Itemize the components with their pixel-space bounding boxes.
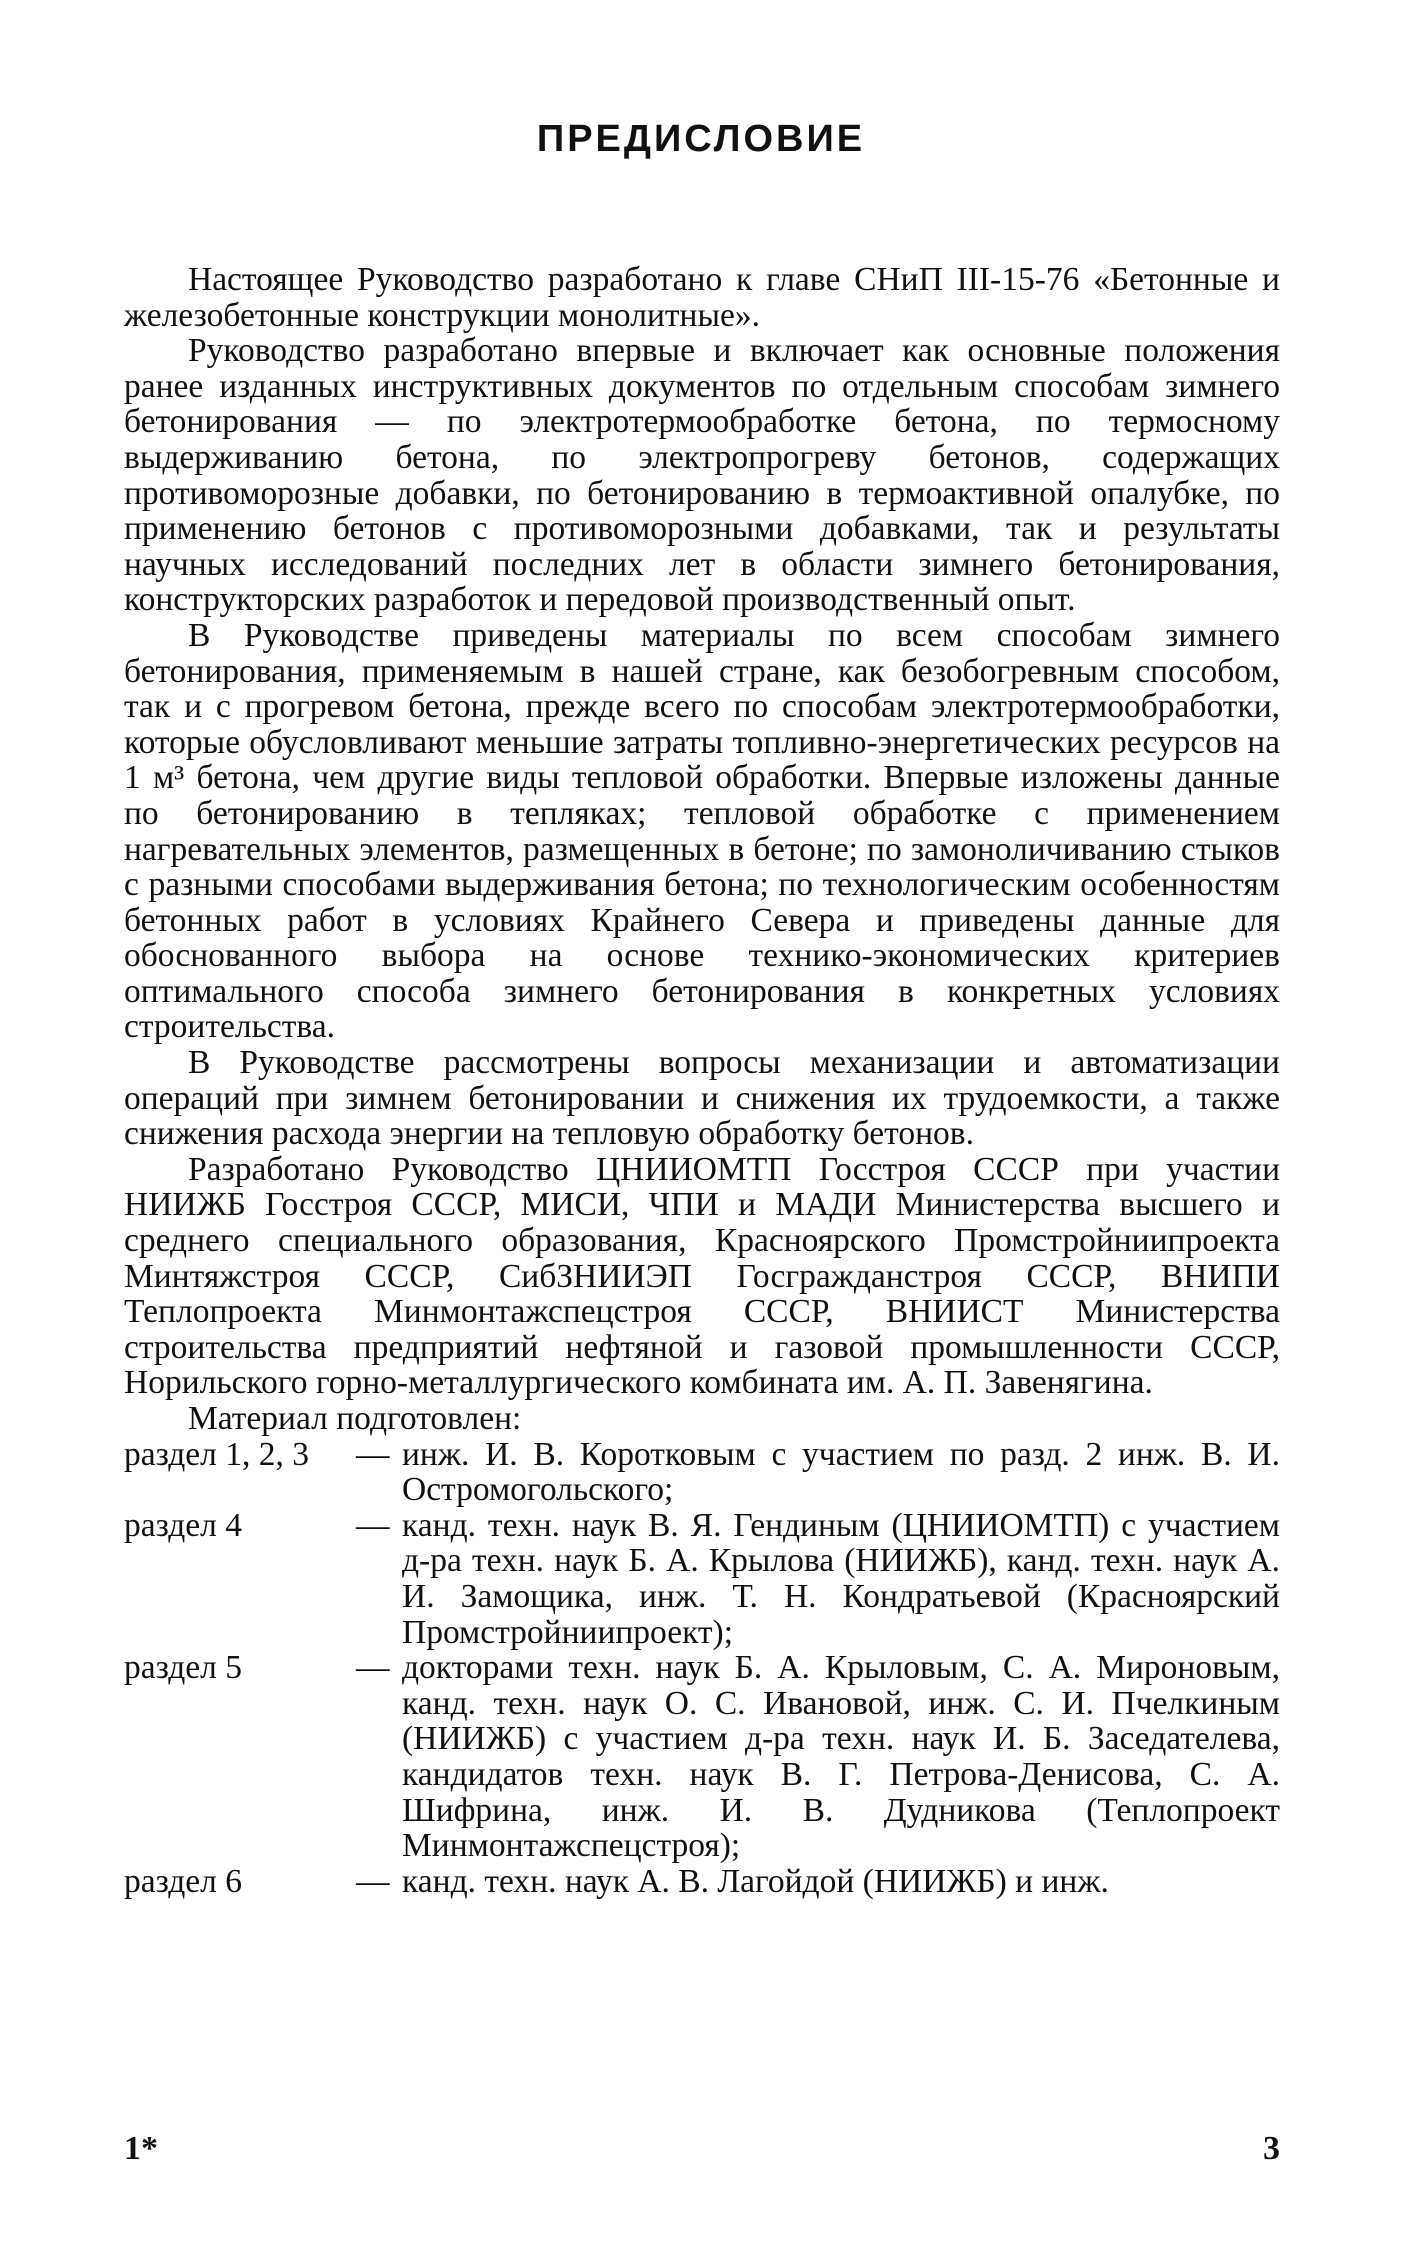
paragraph-intro: Настоящее Руководство разработано к главе СНиП III-15-76 «Бетонные и железобетонные конструкции монолитные». <box>124 261 1280 334</box>
section-label: раздел 6 <box>124 1862 243 1900</box>
section-authors: канд. техн. наук А. В. Лагойдой (НИИЖБ) и инж. <box>402 1862 1109 1900</box>
section-label: раздел 1, 2, 3 <box>124 1435 310 1473</box>
paragraph-contents: В Руководстве приведены материалы по всем способам зимнего бетонирования, применяемым в нашей стране, как безобогревным способом, так и с прогревом бетона, прежде всего по способам электротермообработки, которые обусловливают меньшие затраты топливно-энергетических ресурсов на 1 м³ бетона, чем другие виды тепловой обработки. Впервые изложены данные по бетонированию в тепляках; тепловой обработке с применением нагревательных элементов, размещенных в бетоне; по замоноличиванию стыков с разными способами выдерживания бетона; по технологическим особенностям бетонных работ в условиях Крайнего Севера и приведены данные для обоснованного выбора на основе технико-экономических критериев оптимального способа зимнего бетонирования в конкретных условиях строительства. <box>124 616 1280 1046</box>
sections-list <box>124 1437 1280 1900</box>
section-dash: — <box>356 1506 390 1544</box>
paragraph-scope: Руководство разработано впервые и включает как основные положения ранее изданных инструктивных документов по отдельным способам зимнего бетонирования — по электротермообработке бетона, по термосному выдерживанию бетона, по электропрогреву бетонов, содержащих противоморозные добавки, по бетонированию в термоактивной опалубке, по применению бетонов с противоморозными добавками, так и результаты научных исследований последних лет в области зимнего бетонирования, конструкторских разработок и передовой производственный опыт. <box>124 332 1280 619</box>
paragraph-mechanization: В Руководстве рассмотрены вопросы механизации и автоматизации операций при зимнем бетонировании и снижения их трудоемкости, а также снижения расхода энергии на тепловую обработку бетонов. <box>124 1044 1280 1153</box>
section-dash: — <box>356 1862 390 1900</box>
section-authors: докторами техн. наук Б. А. Крыловым, С. А. Мироновым, канд. техн. наук О. С. Ивановой, инж. С. И. Пчелкиным (НИИЖБ) с участием д-ра техн. наук И. Б. Заседателева, кандидатов техн. наук В. Г. Петрова-Денисова, С. А. Шифрина, инж. И. В. Дудникова (Теплопроект Минмонтажспецстроя); <box>402 1649 1280 1865</box>
section-label: раздел 4 <box>124 1506 243 1544</box>
signature-mark: 1* <box>124 2130 158 2167</box>
section-row <box>124 1864 1280 1900</box>
section-row <box>124 1437 1280 1508</box>
foreword-body <box>124 262 1280 1899</box>
section-row <box>124 1508 1280 1650</box>
paragraph-prepared-by: Материал подготовлен: <box>188 1400 522 1437</box>
section-authors: канд. техн. наук В. Я. Гендиным (ЦНИИОМТП) с участием д-ра техн. наук Б. А. Крылова (НИИЖБ), канд. техн. наук А. И. Замощика, инж. Т. Н. Кондратьевой (Красноярский Промстройниипроект); <box>402 1506 1280 1651</box>
paragraph-developers: Разработано Руководство ЦНИИОМТП Госстроя СССР при участии НИИЖБ Госстроя СССР, МИСИ, ЧПИ и МАДИ Министерства высшего и среднего специального образования, Красноярского Промстройниипроекта Минтяжстроя СССР, СибЗНИИЭП Госгражданстроя СССР, ВНИПИ Теплопроекта Минмонтажспецстроя СССР, ВНИИСТ Министерства строительства предприятий нефтяной и газовой промышленности СССР, Норильского горно-металлургического комбината им. А. П. Завенягина. <box>124 1150 1280 1402</box>
page-number: 3 <box>1263 2130 1280 2167</box>
section-dash: — <box>356 1649 390 1687</box>
section-dash: — <box>356 1435 390 1473</box>
section-label: раздел 5 <box>124 1649 243 1687</box>
page-title: ПРЕДИСЛОВИЕ <box>536 118 866 160</box>
section-row <box>124 1650 1280 1864</box>
section-authors: инж. И. В. Коротковым с участием по разд. 2 инж. В. И. Остромогольского; <box>402 1435 1280 1509</box>
